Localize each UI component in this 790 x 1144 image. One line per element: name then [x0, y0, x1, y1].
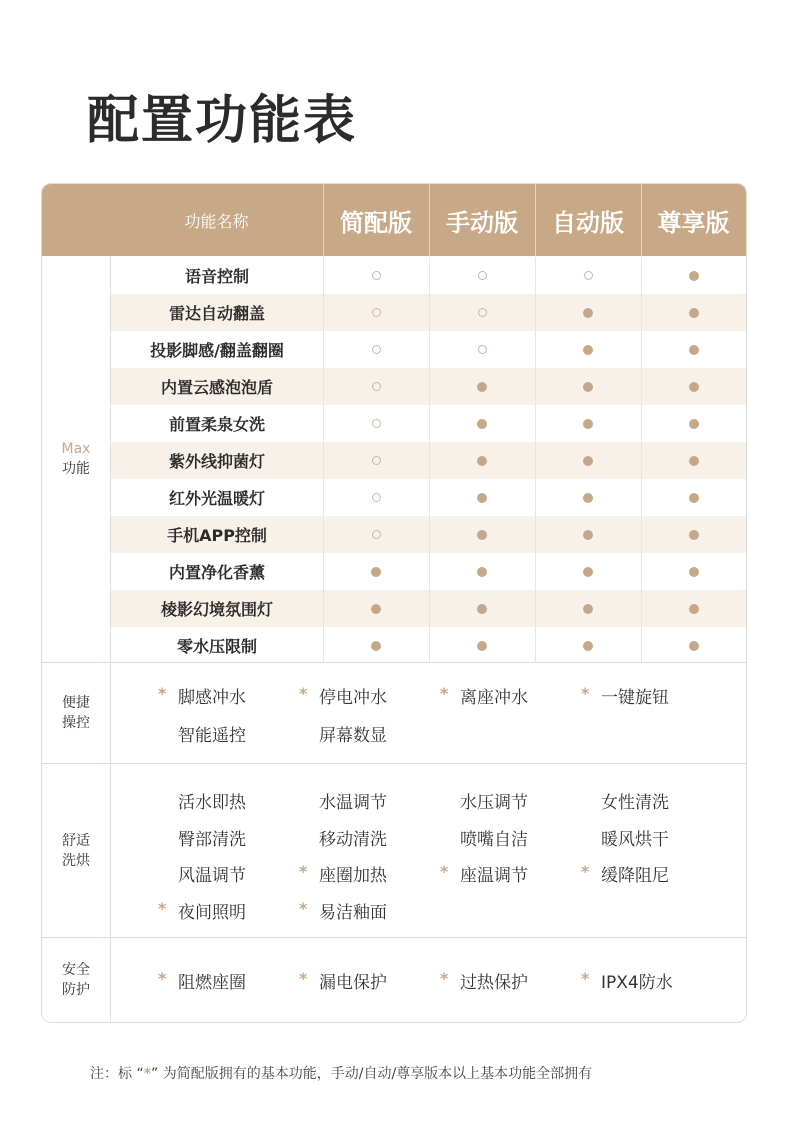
feature-name: 内置净化香薰 — [168, 563, 265, 582]
feature-item: IPX4防水 — [601, 973, 673, 993]
filled-dot-icon — [689, 382, 699, 392]
feature-item: 离座冲水 — [460, 688, 528, 708]
filled-dot-icon — [477, 419, 487, 429]
star-icon: * — [581, 684, 590, 703]
feature-mark — [429, 627, 535, 664]
star-icon: * — [299, 684, 308, 703]
feature-name: 零水压限制 — [176, 637, 257, 656]
feature-mark — [641, 553, 747, 590]
feature-mark — [429, 294, 535, 331]
feature-mark — [429, 479, 535, 516]
filled-dot-icon — [583, 308, 593, 318]
feature-item: 臀部清洗 — [178, 830, 246, 850]
feature-mark — [323, 516, 429, 553]
star-icon: * — [299, 862, 308, 881]
feature-mark — [323, 368, 429, 405]
feature-item: 座圈加热 — [319, 866, 387, 886]
feature-mark — [429, 516, 535, 553]
feature-mark — [429, 368, 535, 405]
feature-mark — [535, 331, 641, 368]
feature-mark — [641, 331, 747, 368]
feature-mark — [535, 590, 641, 627]
header-version-4: 尊享版 — [657, 208, 730, 237]
category-label: 防护 — [62, 982, 90, 998]
category-max-cn: 功能 — [62, 461, 90, 477]
feature-name: 投影脚感/翻盖翻圈 — [150, 341, 284, 360]
filled-dot-icon — [371, 604, 381, 614]
header-feature-name: 功能名称 — [184, 211, 249, 231]
empty-circle-icon — [584, 271, 593, 280]
feature-mark — [429, 331, 535, 368]
empty-circle-icon — [478, 308, 487, 317]
header-version-1: 简配版 — [340, 208, 412, 237]
feature-mark — [323, 257, 429, 294]
filled-dot-icon — [689, 456, 699, 466]
feature-item: 易洁釉面 — [319, 903, 387, 923]
filled-dot-icon — [477, 641, 487, 651]
filled-dot-icon — [477, 456, 487, 466]
feature-mark — [323, 590, 429, 627]
feature-name: 紫外线抑菌灯 — [168, 452, 265, 471]
category-max — [42, 256, 110, 662]
empty-circle-icon — [372, 493, 381, 502]
header-version-3: 自动版 — [552, 208, 624, 237]
feature-item: 脚感冲水 — [178, 688, 246, 708]
star-icon: * — [440, 684, 449, 703]
table-header — [42, 184, 746, 256]
footnote — [90, 1063, 592, 1083]
star-icon: * — [158, 899, 167, 918]
feature-mark — [323, 553, 429, 590]
header-version-2: 手动版 — [446, 208, 518, 237]
feature-item: 女性清洗 — [601, 793, 669, 813]
feature-mark — [641, 442, 747, 479]
filled-dot-icon — [689, 308, 699, 318]
category-comfort — [42, 764, 110, 937]
filled-dot-icon — [477, 604, 487, 614]
footnote-star-icon: * — [143, 1066, 152, 1082]
feature-mark — [535, 405, 641, 442]
feature-mark — [641, 294, 747, 331]
category-label: 便捷 — [62, 695, 90, 711]
feature-item: 水压调节 — [460, 793, 528, 813]
filled-dot-icon — [689, 345, 699, 355]
star-icon: * — [581, 862, 590, 881]
feature-mark — [535, 294, 641, 331]
feature-mark — [323, 331, 429, 368]
config-table — [41, 183, 747, 1023]
feature-mark — [641, 627, 747, 664]
feature-item: 屏幕数显 — [319, 726, 387, 746]
feature-mark — [429, 553, 535, 590]
feature-mark — [535, 627, 641, 664]
filled-dot-icon — [689, 271, 699, 281]
feature-item: 阻燃座圈 — [178, 973, 246, 993]
filled-dot-icon — [689, 530, 699, 540]
empty-circle-icon — [372, 271, 381, 280]
feature-mark — [429, 257, 535, 294]
feature-mark — [323, 294, 429, 331]
feature-mark — [323, 405, 429, 442]
filled-dot-icon — [583, 345, 593, 355]
feature-item: 座温调节 — [460, 866, 528, 886]
feature-item: 风温调节 — [178, 866, 246, 886]
star-icon: * — [440, 862, 449, 881]
feature-mark — [641, 479, 747, 516]
filled-dot-icon — [477, 493, 487, 503]
filled-dot-icon — [371, 641, 381, 651]
star-icon: * — [299, 969, 308, 988]
category-label: 操控 — [62, 715, 90, 731]
empty-circle-icon — [478, 271, 487, 280]
feature-item: 喷嘴自洁 — [460, 830, 528, 850]
feature-item: 活水即热 — [178, 793, 246, 813]
feature-name: 红外光温暖灯 — [168, 489, 265, 508]
feature-mark — [641, 590, 747, 627]
feature-name: 语音控制 — [184, 267, 249, 286]
feature-name: 手机APP控制 — [167, 526, 267, 545]
feature-item: 移动清洗 — [319, 830, 387, 850]
feature-mark — [535, 553, 641, 590]
filled-dot-icon — [689, 604, 699, 614]
empty-circle-icon — [372, 382, 381, 391]
empty-circle-icon — [372, 308, 381, 317]
feature-mark — [641, 368, 747, 405]
feature-item: 暖风烘干 — [601, 830, 669, 850]
feature-name: 雷达自动翻盖 — [168, 304, 265, 323]
filled-dot-icon — [583, 456, 593, 466]
star-icon: * — [581, 969, 590, 988]
category-safety — [42, 938, 110, 1022]
filled-dot-icon — [689, 567, 699, 577]
star-icon: * — [158, 969, 167, 988]
feature-mark — [641, 257, 747, 294]
feature-mark — [323, 479, 429, 516]
feature-mark — [429, 405, 535, 442]
footnote-suffix: ” 为简配版拥有的基本功能，手动/自动/尊享版本以上基本功能全部拥有 — [151, 1066, 593, 1082]
feature-mark — [323, 627, 429, 664]
filled-dot-icon — [477, 567, 487, 577]
feature-mark — [535, 479, 641, 516]
feature-name: 内置云感泡泡盾 — [160, 378, 273, 397]
filled-dot-icon — [689, 419, 699, 429]
category-label: 安全 — [62, 962, 90, 978]
feature-name: 前置柔泉女洗 — [168, 415, 265, 434]
feature-item: 漏电保护 — [319, 973, 387, 993]
empty-circle-icon — [372, 530, 381, 539]
feature-item: 过热保护 — [460, 973, 528, 993]
filled-dot-icon — [689, 493, 699, 503]
filled-dot-icon — [583, 493, 593, 503]
feature-item: 水温调节 — [319, 793, 387, 813]
feature-mark — [641, 405, 747, 442]
filled-dot-icon — [371, 567, 381, 577]
feature-mark — [535, 516, 641, 553]
feature-mark — [429, 590, 535, 627]
star-icon: * — [299, 899, 308, 918]
feature-item: 停电冲水 — [319, 688, 387, 708]
feature-mark — [641, 516, 747, 553]
feature-item: 夜间照明 — [178, 903, 246, 923]
empty-circle-icon — [372, 345, 381, 354]
star-icon: * — [158, 684, 167, 703]
feature-mark — [535, 442, 641, 479]
page-title: 配置功能表 — [87, 91, 358, 151]
filled-dot-icon — [477, 530, 487, 540]
footnote-prefix: 注：标 “ — [90, 1066, 144, 1082]
filled-dot-icon — [583, 641, 593, 651]
empty-circle-icon — [478, 345, 487, 354]
feature-mark — [323, 442, 429, 479]
feature-mark — [535, 368, 641, 405]
filled-dot-icon — [583, 382, 593, 392]
filled-dot-icon — [583, 604, 593, 614]
category-convenience — [42, 663, 110, 763]
category-label: 舒适 — [62, 832, 90, 849]
filled-dot-icon — [583, 419, 593, 429]
category-label: 洗烘 — [62, 852, 90, 869]
category-max-en: Max — [61, 441, 91, 457]
feature-mark — [535, 257, 641, 294]
empty-circle-icon — [372, 456, 381, 465]
empty-circle-icon — [372, 419, 381, 428]
feature-item: 智能遥控 — [178, 726, 246, 746]
filled-dot-icon — [477, 382, 487, 392]
filled-dot-icon — [583, 567, 593, 577]
feature-name: 棱影幻境氛围灯 — [160, 600, 273, 619]
feature-mark — [429, 442, 535, 479]
feature-item: 一键旋钮 — [601, 688, 669, 708]
filled-dot-icon — [583, 530, 593, 540]
feature-item: 缓降阻尼 — [601, 866, 669, 886]
filled-dot-icon — [689, 641, 699, 651]
star-icon: * — [440, 969, 449, 988]
